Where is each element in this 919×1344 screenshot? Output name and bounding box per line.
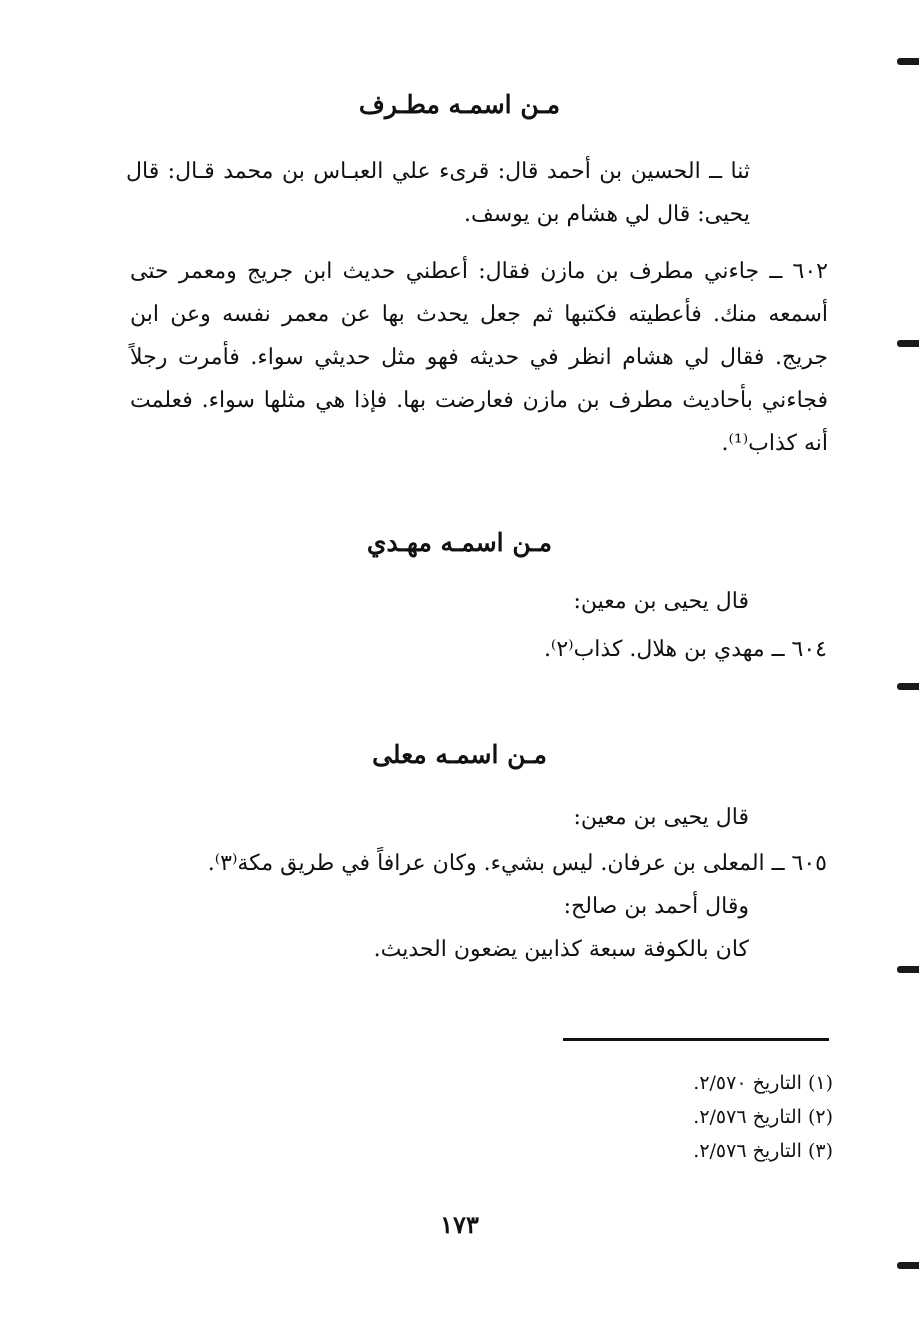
entry-604: ٦٠٤ ــ مهدي بن هلال. كذاب⁽٢⁾. [543,637,827,662]
entry-602: ٦٠٢ ــ جاءني مطرف بن مازن فقال: أعطني حديث ابن جريج ومعمر حتى أسمعه منك. فأعطيته فكتبها ثم جعل يحدث بها عن معمر نفسه وعن ابن جريج. فقال لي هشام انظر في حديثه فهو مثل حديثي سواء. فأمرت رجلاً فجاءني بأحاديث مطرف بن مازن فعارضت بها. فإذا هي مثلها سواء. فعلمت أنه كذاب⁽¹⁾. [130,259,828,456]
section-heading-mahdi: مـن اسمـه مهـدي [366,528,553,557]
second-narrator-line: وقال أحمد بن صالح: [563,894,749,919]
narrator-line: قال يحيى بن معين: [573,805,749,830]
scan-edge-mark [897,340,919,347]
footnote-2: (٢) التاريخ ٢/٥٧٦. [693,1106,833,1128]
section-heading-mutarrif: مـن اسمـه مطـرف [358,90,561,119]
page-number: ١٧٣ [440,1210,479,1239]
scan-edge-mark [897,1262,919,1269]
footnote-1: (١) التاريخ ٢/٥٧٠. [693,1072,833,1094]
scan-edge-mark [897,58,919,65]
scan-edge-mark [897,966,919,973]
narrator-line: قال يحيى بن معين: [573,589,749,614]
isnad-paragraph: ثنا ــ الحسين بن أحمد قال: قرىء علي العبـاس بن محمد قـال: قال يحيى: قال لي هشام بن يوسف. [126,159,750,227]
scan-edge-mark [897,683,919,690]
footnote-separator [563,1038,829,1041]
quote-line: كان بالكوفة سبعة كذابين يضعون الحديث. [373,937,749,962]
footnote-3: (٣) التاريخ ٢/٥٧٦. [693,1140,833,1162]
entry-605: ٦٠٥ ــ المعلى بن عرفان. ليس بشيء. وكان عرافاً في طريق مكة⁽٣⁾. [207,851,827,876]
section-heading-mualla: مـن اسمـه معلى [372,740,547,769]
